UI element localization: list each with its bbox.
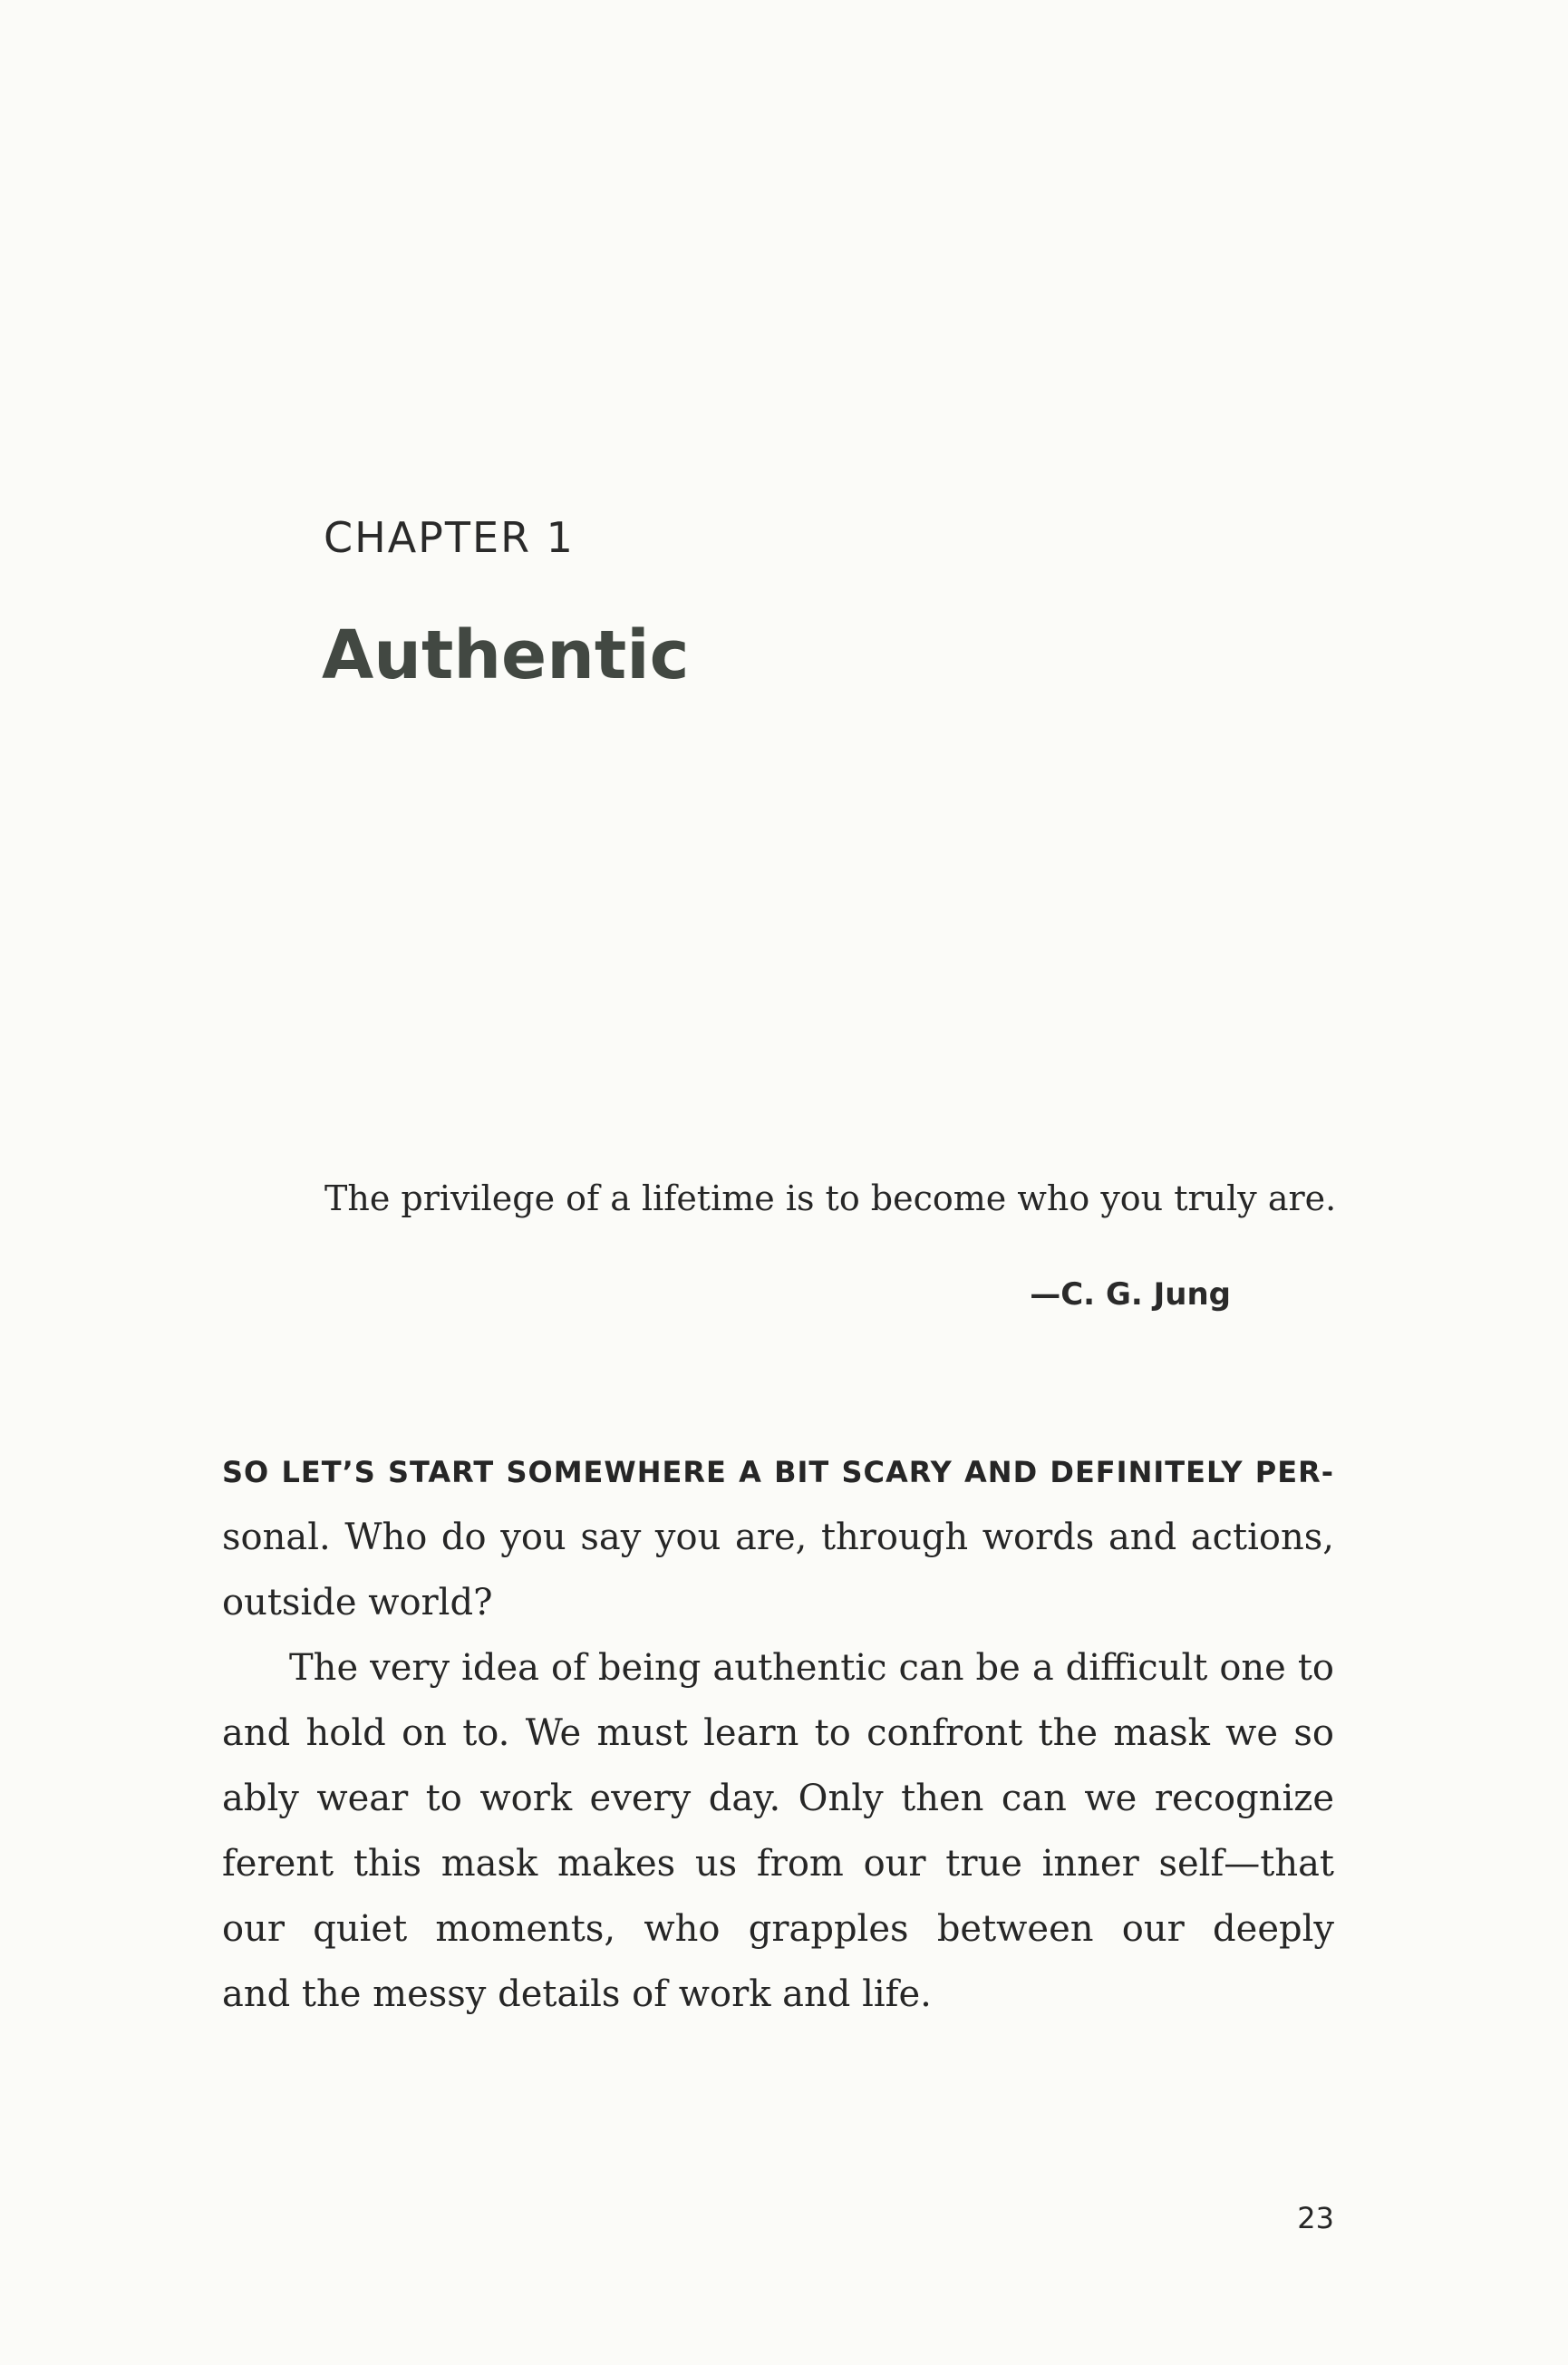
body-line: outside world? [222, 1582, 493, 1624]
body-line: ferent this mask makes us from our true inner self—that [222, 1843, 1334, 1885]
body-line: ably wear to work every day. Only then can we recognize [222, 1778, 1334, 1819]
body-line: and the messy details of work and life. [222, 1973, 932, 2015]
epigraph-attribution: —C. G. Jung [1030, 1276, 1231, 1313]
body-line: sonal. Who do you say you are, through words and actions, [222, 1517, 1334, 1558]
chapter-title: Authentic [322, 616, 690, 694]
body-line: our quiet moments, who grapples between our deeply [222, 1908, 1334, 1950]
body-lead-in: SO LET’S START SOMEWHERE A BIT SCARY AND DEFINITELY PER- [222, 1455, 1334, 1489]
page-number: 23 [1297, 2201, 1334, 2235]
epigraph-quote: The privilege of a lifetime is to become who you truly are. [324, 1178, 1337, 1218]
body-line: The very idea of being authentic can be a difficult one to [289, 1647, 1334, 1689]
body-text [222, 1439, 1334, 2027]
chapter-label: CHAPTER 1 [324, 513, 575, 562]
body-line: and hold on to. We must learn to confront the mask we so [222, 1712, 1334, 1754]
